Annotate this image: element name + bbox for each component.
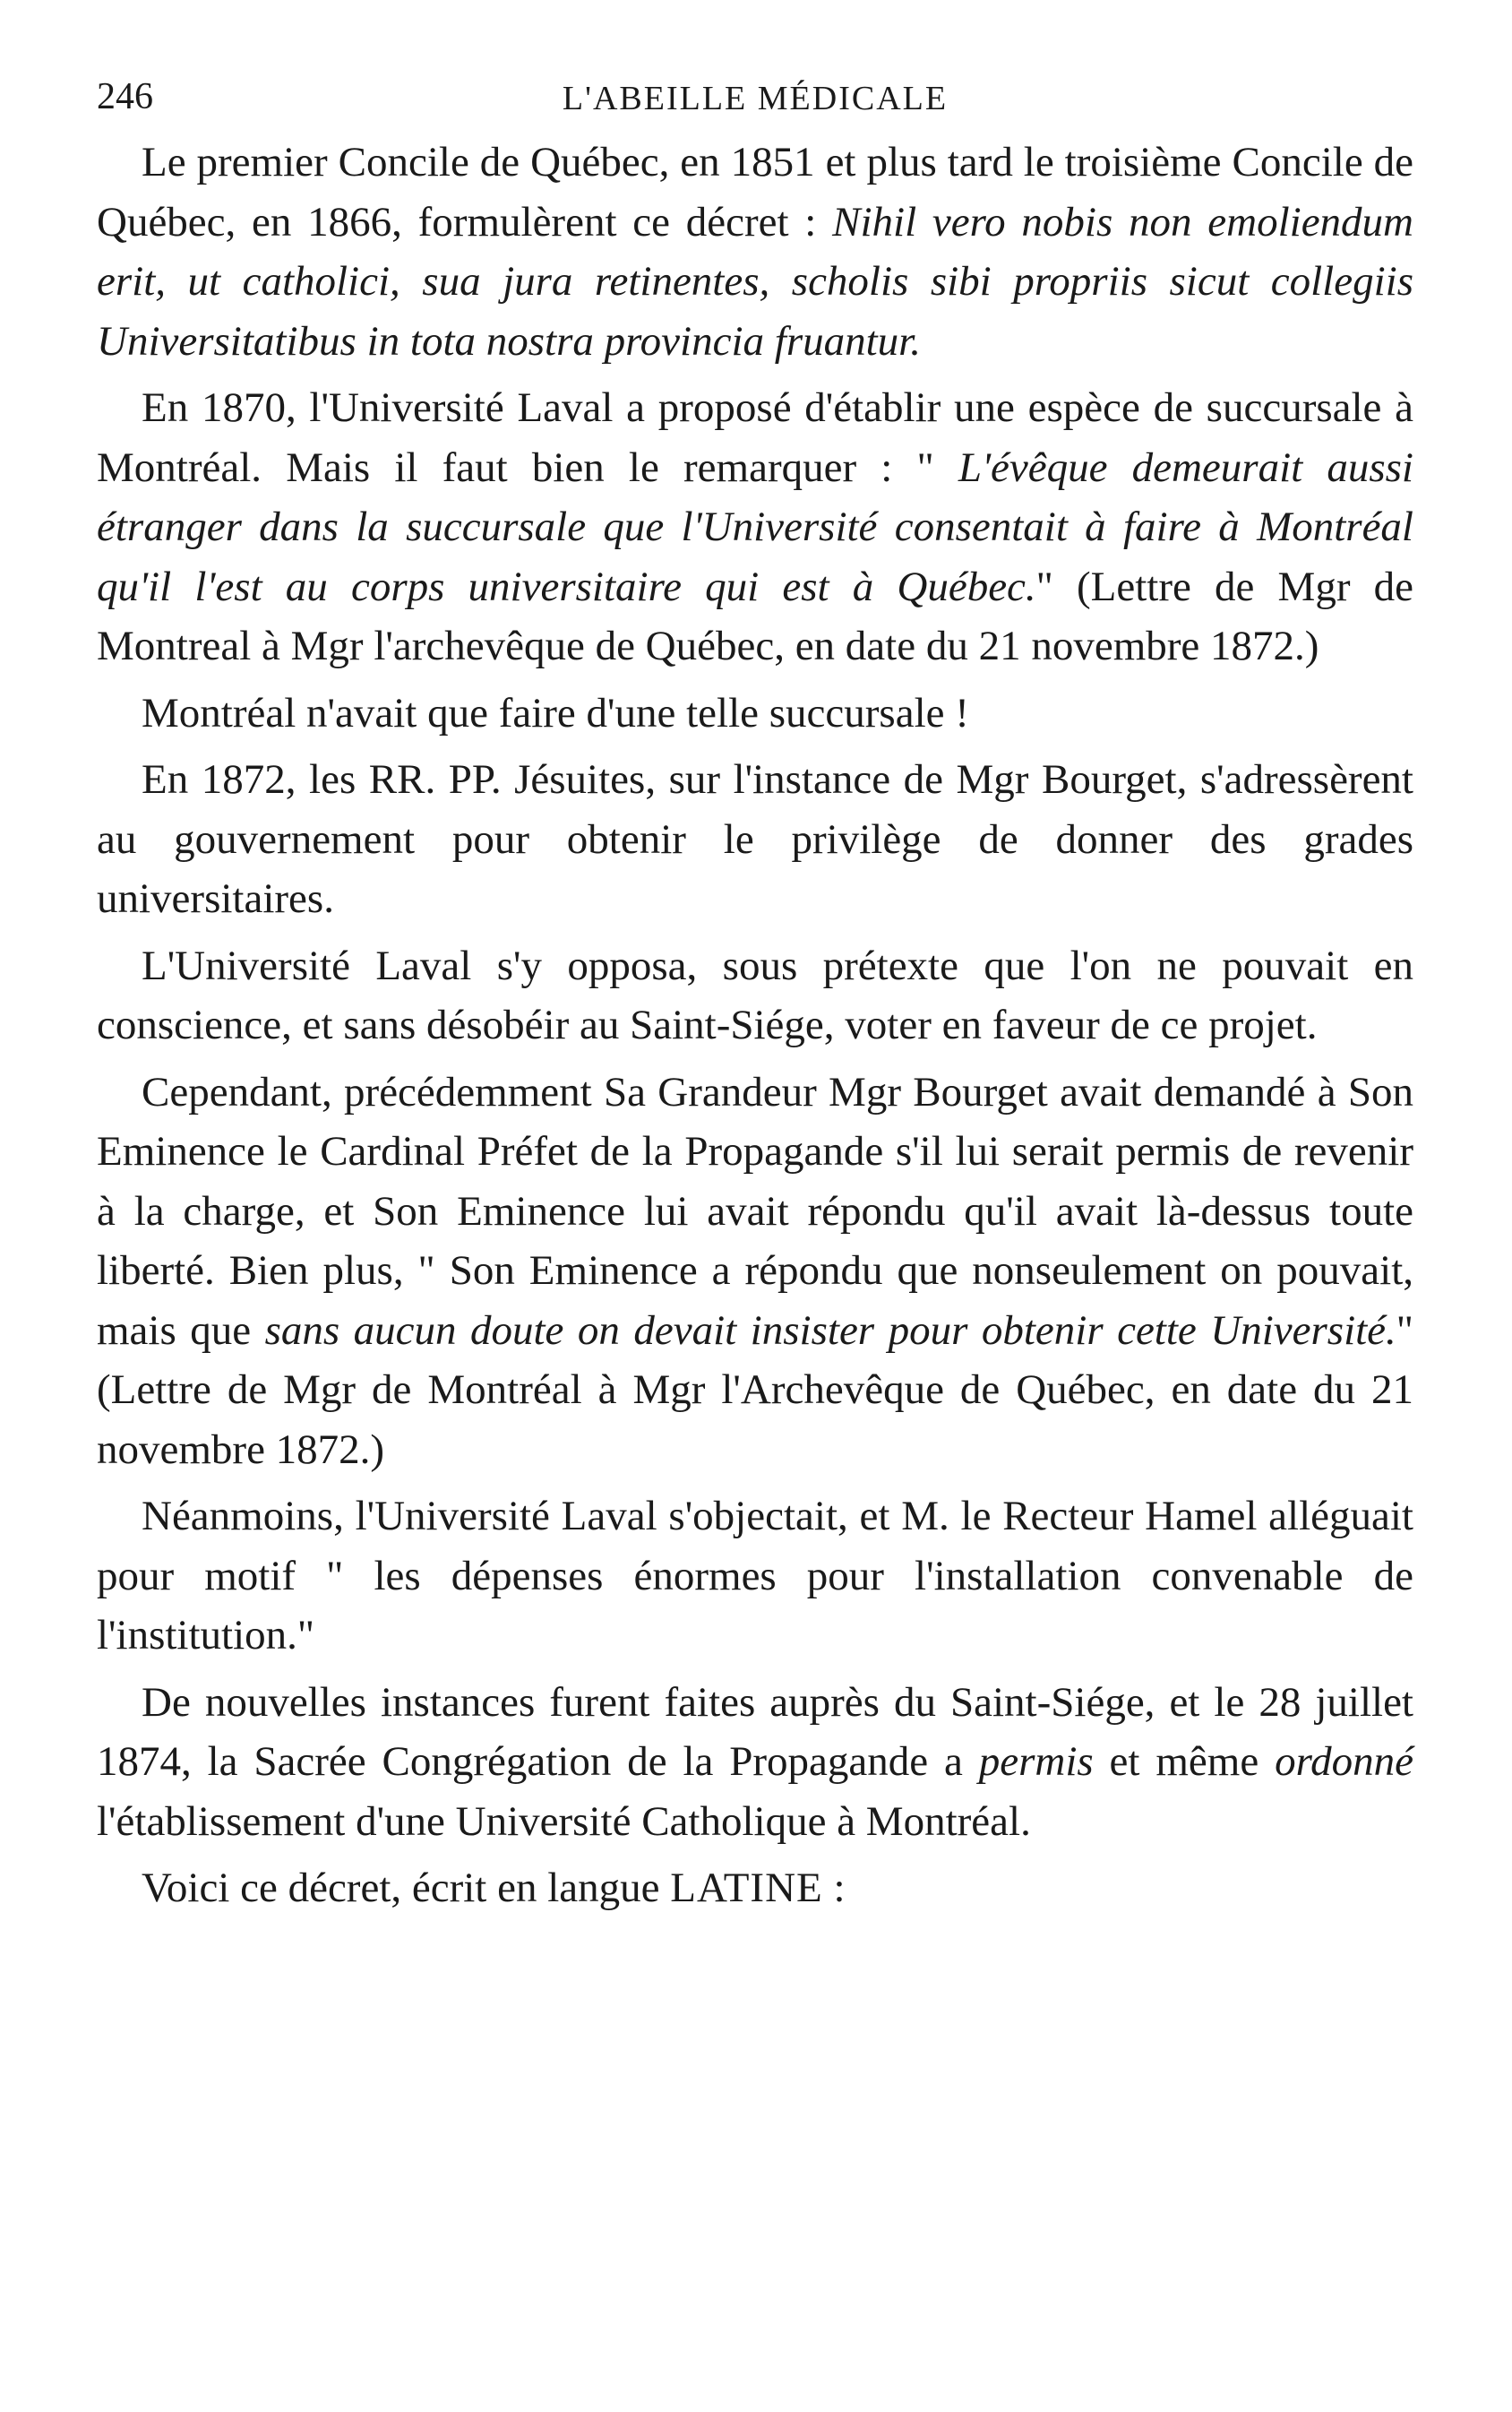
body-text [97,133,1413,1918]
paragraph-jesuits-request: En 1872, les RR. PP. Jésuites, sur l'instance de Mgr Bourget, s'adressèrent au gouvernement pour obtenir le privilège de donner des grades universitaires. [97,756,1413,922]
page [97,70,1413,1925]
running-head: L'ABEILLE MÉDICALE [562,80,949,117]
paragraph-concile-decree: Le premier Concile de Québec, en 1851 et plus tard le troisième Concile de Québec, en 1866, formulèrent ce décret : Nihil vero nobis non emoliendum erit, ut catholici, sua jura retinentes, scholis sibi propriis sicut collegiis Universitatibus in tota nostra provincia fruantur. [97,139,1413,365]
latin-quote: Nihil vero nobis non emoliendum erit, ut catholici, sua jura retinentes, scholis sibi propriis sicut collegiis Universitatibus in tota nostra provincia fruantur. [97,198,1413,365]
paragraph-laval-opposition: L'Université Laval s'y opposa, sous prétexte que l'on ne pouvait en conscience, et sans désobéir au Saint-Siége, voter en faveur de ce projet. [97,942,1413,1048]
cardinal-quote: sans aucun doute on devait insister pour obtenir cette Université. [264,1306,1396,1354]
paragraph-laval-objection: Néanmoins, l'Université Laval s'objectait, et M. le Recteur Hamel alléguait pour motif " les dépenses énormes pour l'installation convenable de l'institution." [97,1493,1413,1658]
emphasis-ordonne: ordonné [1275,1738,1413,1785]
paragraph-cardinal-reply: Cependant, précédemment Sa Grandeur Mgr Bourget avait demandé à Son Eminence le Cardinal Préfet de la Propagande s'il lui serait permis de revenir à la charge, et Son Eminence lui avait répondu qu'il avait là-dessus toute liberté. Bien plus, " Son Eminence a répondu que nonseulement on pouvait, mais que sans aucun doute on devait insister pour obtenir cette Université." (Lettre de Mgr de Montréal à Mgr l'Archevêque de Québec, en date du 21 novembre 1872.) [97,1068,1413,1473]
emphasis-permis: permis [978,1738,1094,1785]
bishop-quote: L'évêque demeurait aussi étranger dans la succursale que l'Université consentait à faire à Montréal qu'il l'est au corps universitaire qui est à Québec. [97,444,1413,610]
paragraph-decree-intro: Voici ce décret, écrit en langue LATINE : [142,1865,846,1911]
paragraph-montreal-remark: Montréal n'avait que faire d'une telle succursale ! [142,689,969,737]
page-header [97,70,1413,133]
page-number: 246 [97,76,153,117]
small-caps-latine: LATINE [670,1865,823,1911]
paragraph-succursale-proposal: En 1870, l'Université Laval a proposé d'établir une espèce de succursale à Montréal. Mais il faut bien le remarquer : " L'évêque demeurait aussi étranger dans la succursale que l'Université consentait à faire à Montréal qu'il l'est au corps universitaire qui est à Québec." (Lettre de Mgr de Montreal à Mgr l'archevêque de Québec, en date du 21 novembre 1872.) [97,384,1413,669]
paragraph-congregation-decision: De nouvelles instances furent faites auprès du Saint-Siége, et le 28 juillet 1874, la Sacrée Congrégation de la Propagande a permis et même ordonné l'établissement d'une Université Catholique à Montréal. [97,1678,1413,1845]
